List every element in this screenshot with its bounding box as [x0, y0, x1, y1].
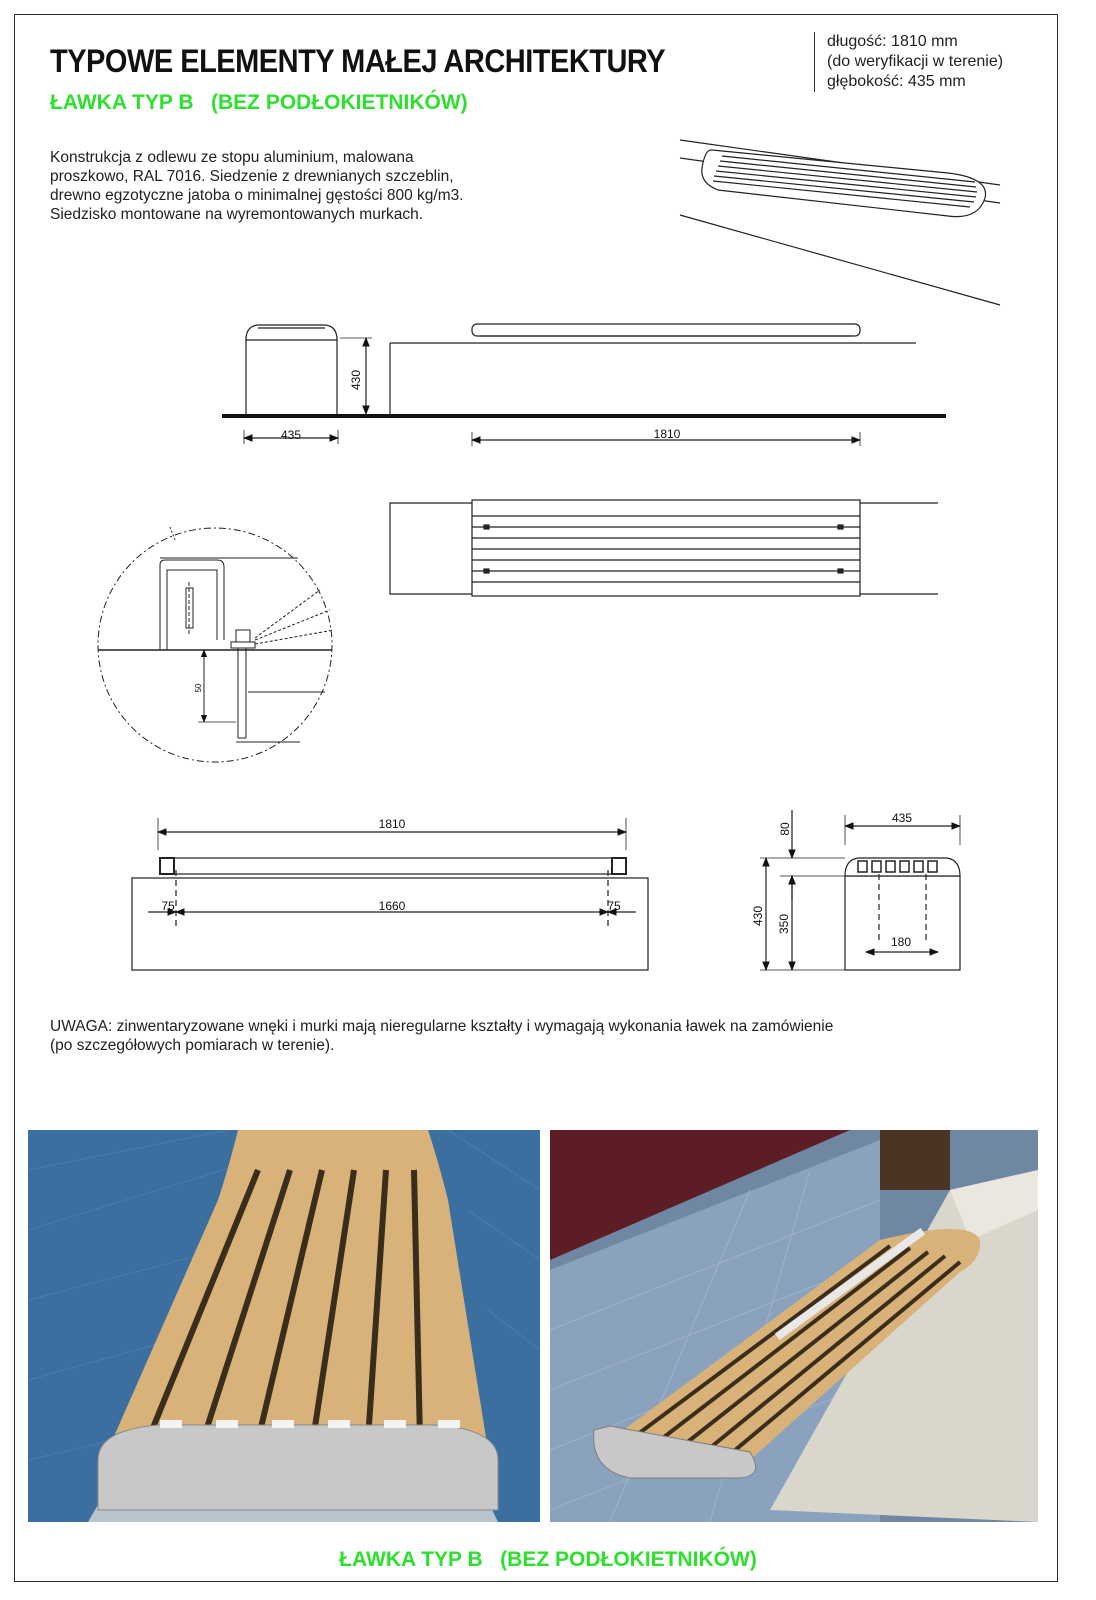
dim-end-wall: 350	[777, 913, 791, 935]
description-line-4: Siedzisko montowane na wyremontowanych murkach.	[50, 206, 424, 223]
dim-end-spacing: 180	[890, 935, 912, 949]
bench-photo-closeup	[28, 1130, 540, 1522]
bench-photo-wall	[550, 1130, 1038, 1522]
description-line-3: drewno egzotyczne jatoba o minimalnej gęstości 800 kg/m3.	[50, 187, 464, 204]
dim-end-total: 430	[751, 905, 765, 927]
dim-front-length: 1810	[378, 817, 406, 831]
description-line-2: proszkowo, RAL 7016. Siedzenie z drewnianych szczeblin,	[50, 168, 454, 185]
page-subtitle: ŁAWKA TYP B (BEZ PODŁOKIETNIKÓW)	[50, 91, 468, 114]
note	[50, 1017, 1040, 1055]
dim-end-depth: 435	[891, 811, 913, 825]
dim-side-height: 430	[349, 369, 363, 391]
perspective-view	[680, 140, 1000, 305]
note-line-2: (po szczegółowych pomiarach w terenie).	[50, 1037, 335, 1054]
dim-front-right: 75	[607, 899, 621, 913]
note-line-1: UWAGA: zinwentaryzowane wnęki i murki mają nieregularne kształty i wymagają wykonania ławek na zamówienie	[50, 1018, 834, 1035]
footer-caption: ŁAWKA TYP B (BEZ PODŁOKIETNIKÓW)	[339, 1548, 757, 1571]
dim-front-middle: 1660	[378, 899, 406, 913]
spec-depth: głębokość: 435 mm	[827, 73, 966, 90]
dim-side-length: 1810	[653, 427, 681, 441]
dim-end-top: 80	[778, 822, 792, 836]
anchor-detail	[98, 527, 334, 762]
spec-verify-note: (do weryfikacji w terenie)	[827, 53, 1004, 70]
page-title: TYPOWE ELEMENTY MAŁEJ ARCHITEKTURY	[50, 44, 666, 80]
dim-side-depth: 435	[280, 428, 302, 442]
dim-detail-depth: 50	[194, 683, 203, 693]
plan-view	[390, 500, 938, 596]
dim-front-left: 75	[161, 899, 175, 913]
description-line-1: Konstrukcja z odlewu ze stopu aluminium, malowana	[50, 149, 414, 166]
front-elevation	[132, 818, 648, 970]
spec-length: długość: 1810 mm	[827, 33, 958, 50]
